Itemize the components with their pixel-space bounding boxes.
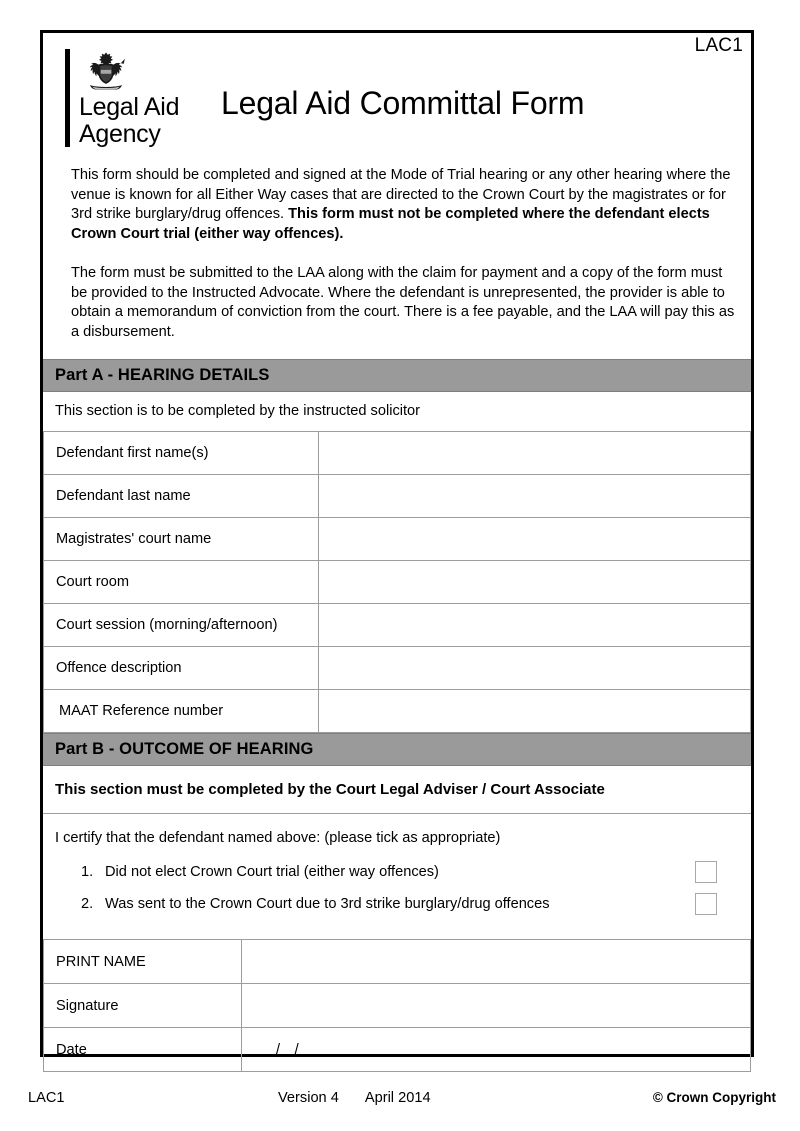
- field-label-court-session: Court session (morning/afternoon): [44, 604, 319, 647]
- page-footer: [28, 1090, 776, 1106]
- organisation-name-line1: Legal Aid: [79, 93, 180, 121]
- intro-paragraph-2: The form must be submitted to the LAA along with the claim for payment and a copy of the form must be provided to the Instructed Advocate. Where the defendant is unrepresented, the provider is able to obtain a memorandum of conviction from the court. There is a fee payable, and the LAA will pay this as a disbursement.: [71, 265, 735, 340]
- option-1-number: 1.: [81, 864, 94, 880]
- option-1-label: Did not elect Crown Court trial (either way offences): [105, 864, 439, 880]
- table-row: [44, 604, 751, 647]
- document-code-top: LAC1: [694, 35, 743, 56]
- organisation-name-line2: Agency: [79, 120, 161, 148]
- field-label-magistrates-court-name: Magistrates' court name: [44, 518, 319, 561]
- table-row: [44, 561, 751, 604]
- option-2-checkbox[interactable]: [695, 893, 717, 915]
- table-row: [44, 518, 751, 561]
- table-row: [44, 940, 751, 984]
- certify-option-2[interactable]: [55, 893, 739, 915]
- option-2-number: 2.: [81, 896, 94, 912]
- date-separator-1: /: [276, 1041, 281, 1058]
- part-b-band: Part B - OUTCOME OF HEARING: [43, 733, 751, 766]
- table-row: [44, 647, 751, 690]
- intro-paragraph-1-plain: This form should be completed and signed at the Mode of Trial hearing or any other hearing where the venue is known for all Either Way cases that are directed to the Crown Court by the magistrates or for 3rd strike burglary/drug offences.: [71, 167, 731, 222]
- field-input-signature[interactable]: [242, 984, 751, 1028]
- field-label-date: Date: [44, 1028, 242, 1072]
- field-input-maat-reference-number[interactable]: [319, 690, 751, 733]
- field-input-defendant-first-name[interactable]: [319, 432, 751, 475]
- field-input-defendant-last-name[interactable]: [319, 475, 751, 518]
- footer-version-info: [278, 1090, 653, 1106]
- logo-vertical-bar: [65, 49, 70, 147]
- date-separator-2: /: [294, 1041, 300, 1058]
- certify-line: I certify that the defendant named above: (please tick as appropriate): [55, 830, 501, 846]
- field-label-maat-reference-number: MAAT Reference number: [44, 690, 319, 733]
- field-label-print-name: PRINT NAME: [44, 940, 242, 984]
- table-row: [44, 432, 751, 475]
- royal-coat-of-arms-icon: [83, 51, 129, 93]
- part-a-band: Part A - HEARING DETAILS: [43, 359, 751, 392]
- certify-block: [43, 813, 751, 939]
- field-label-signature: Signature: [44, 984, 242, 1028]
- option-1-checkbox[interactable]: [695, 861, 717, 883]
- intro-text: [43, 166, 751, 342]
- field-input-date[interactable]: [242, 1028, 751, 1072]
- signature-table: [43, 939, 751, 1072]
- option-2-label: Was sent to the Crown Court due to 3rd strike burglary/drug offences: [105, 896, 550, 912]
- field-input-magistrates-court-name[interactable]: [319, 518, 751, 561]
- table-row: [44, 1028, 751, 1072]
- field-label-defendant-first-name: Defendant first name(s): [44, 432, 319, 475]
- part-a-field-table: [43, 431, 751, 733]
- footer-date: April 2014: [364, 1090, 431, 1106]
- certify-option-1[interactable]: [55, 861, 739, 883]
- footer-document-code: LAC1: [28, 1090, 65, 1106]
- part-a-instruction: This section is to be completed by the instructed solicitor: [55, 403, 421, 419]
- table-row: [44, 690, 751, 733]
- field-input-print-name[interactable]: [242, 940, 751, 984]
- form-header: [43, 33, 751, 166]
- footer-copyright: © Crown Copyright: [652, 1090, 776, 1105]
- form-title: Legal Aid Committal Form: [221, 85, 585, 121]
- table-row: [44, 984, 751, 1028]
- field-input-offence-description[interactable]: [319, 647, 751, 690]
- legal-aid-agency-logo: [65, 49, 179, 148]
- table-row: [44, 475, 751, 518]
- part-b-instruction: This section must be completed by the Court Legal Adviser / Court Associate: [55, 781, 605, 798]
- intro-paragraph-1-bold: This form must not be completed where the defendant elects Crown Court trial (either way offences).: [71, 206, 710, 242]
- field-label-court-room: Court room: [44, 561, 319, 604]
- date-separators: [254, 1042, 313, 1058]
- field-input-court-session[interactable]: [319, 604, 751, 647]
- field-label-offence-description: Offence description: [44, 647, 319, 690]
- form-frame: [40, 30, 754, 1057]
- field-label-defendant-last-name: Defendant last name: [44, 475, 319, 518]
- intro-paragraph-1: [71, 166, 737, 244]
- field-input-court-room[interactable]: [319, 561, 751, 604]
- footer-version: Version 4: [278, 1090, 339, 1106]
